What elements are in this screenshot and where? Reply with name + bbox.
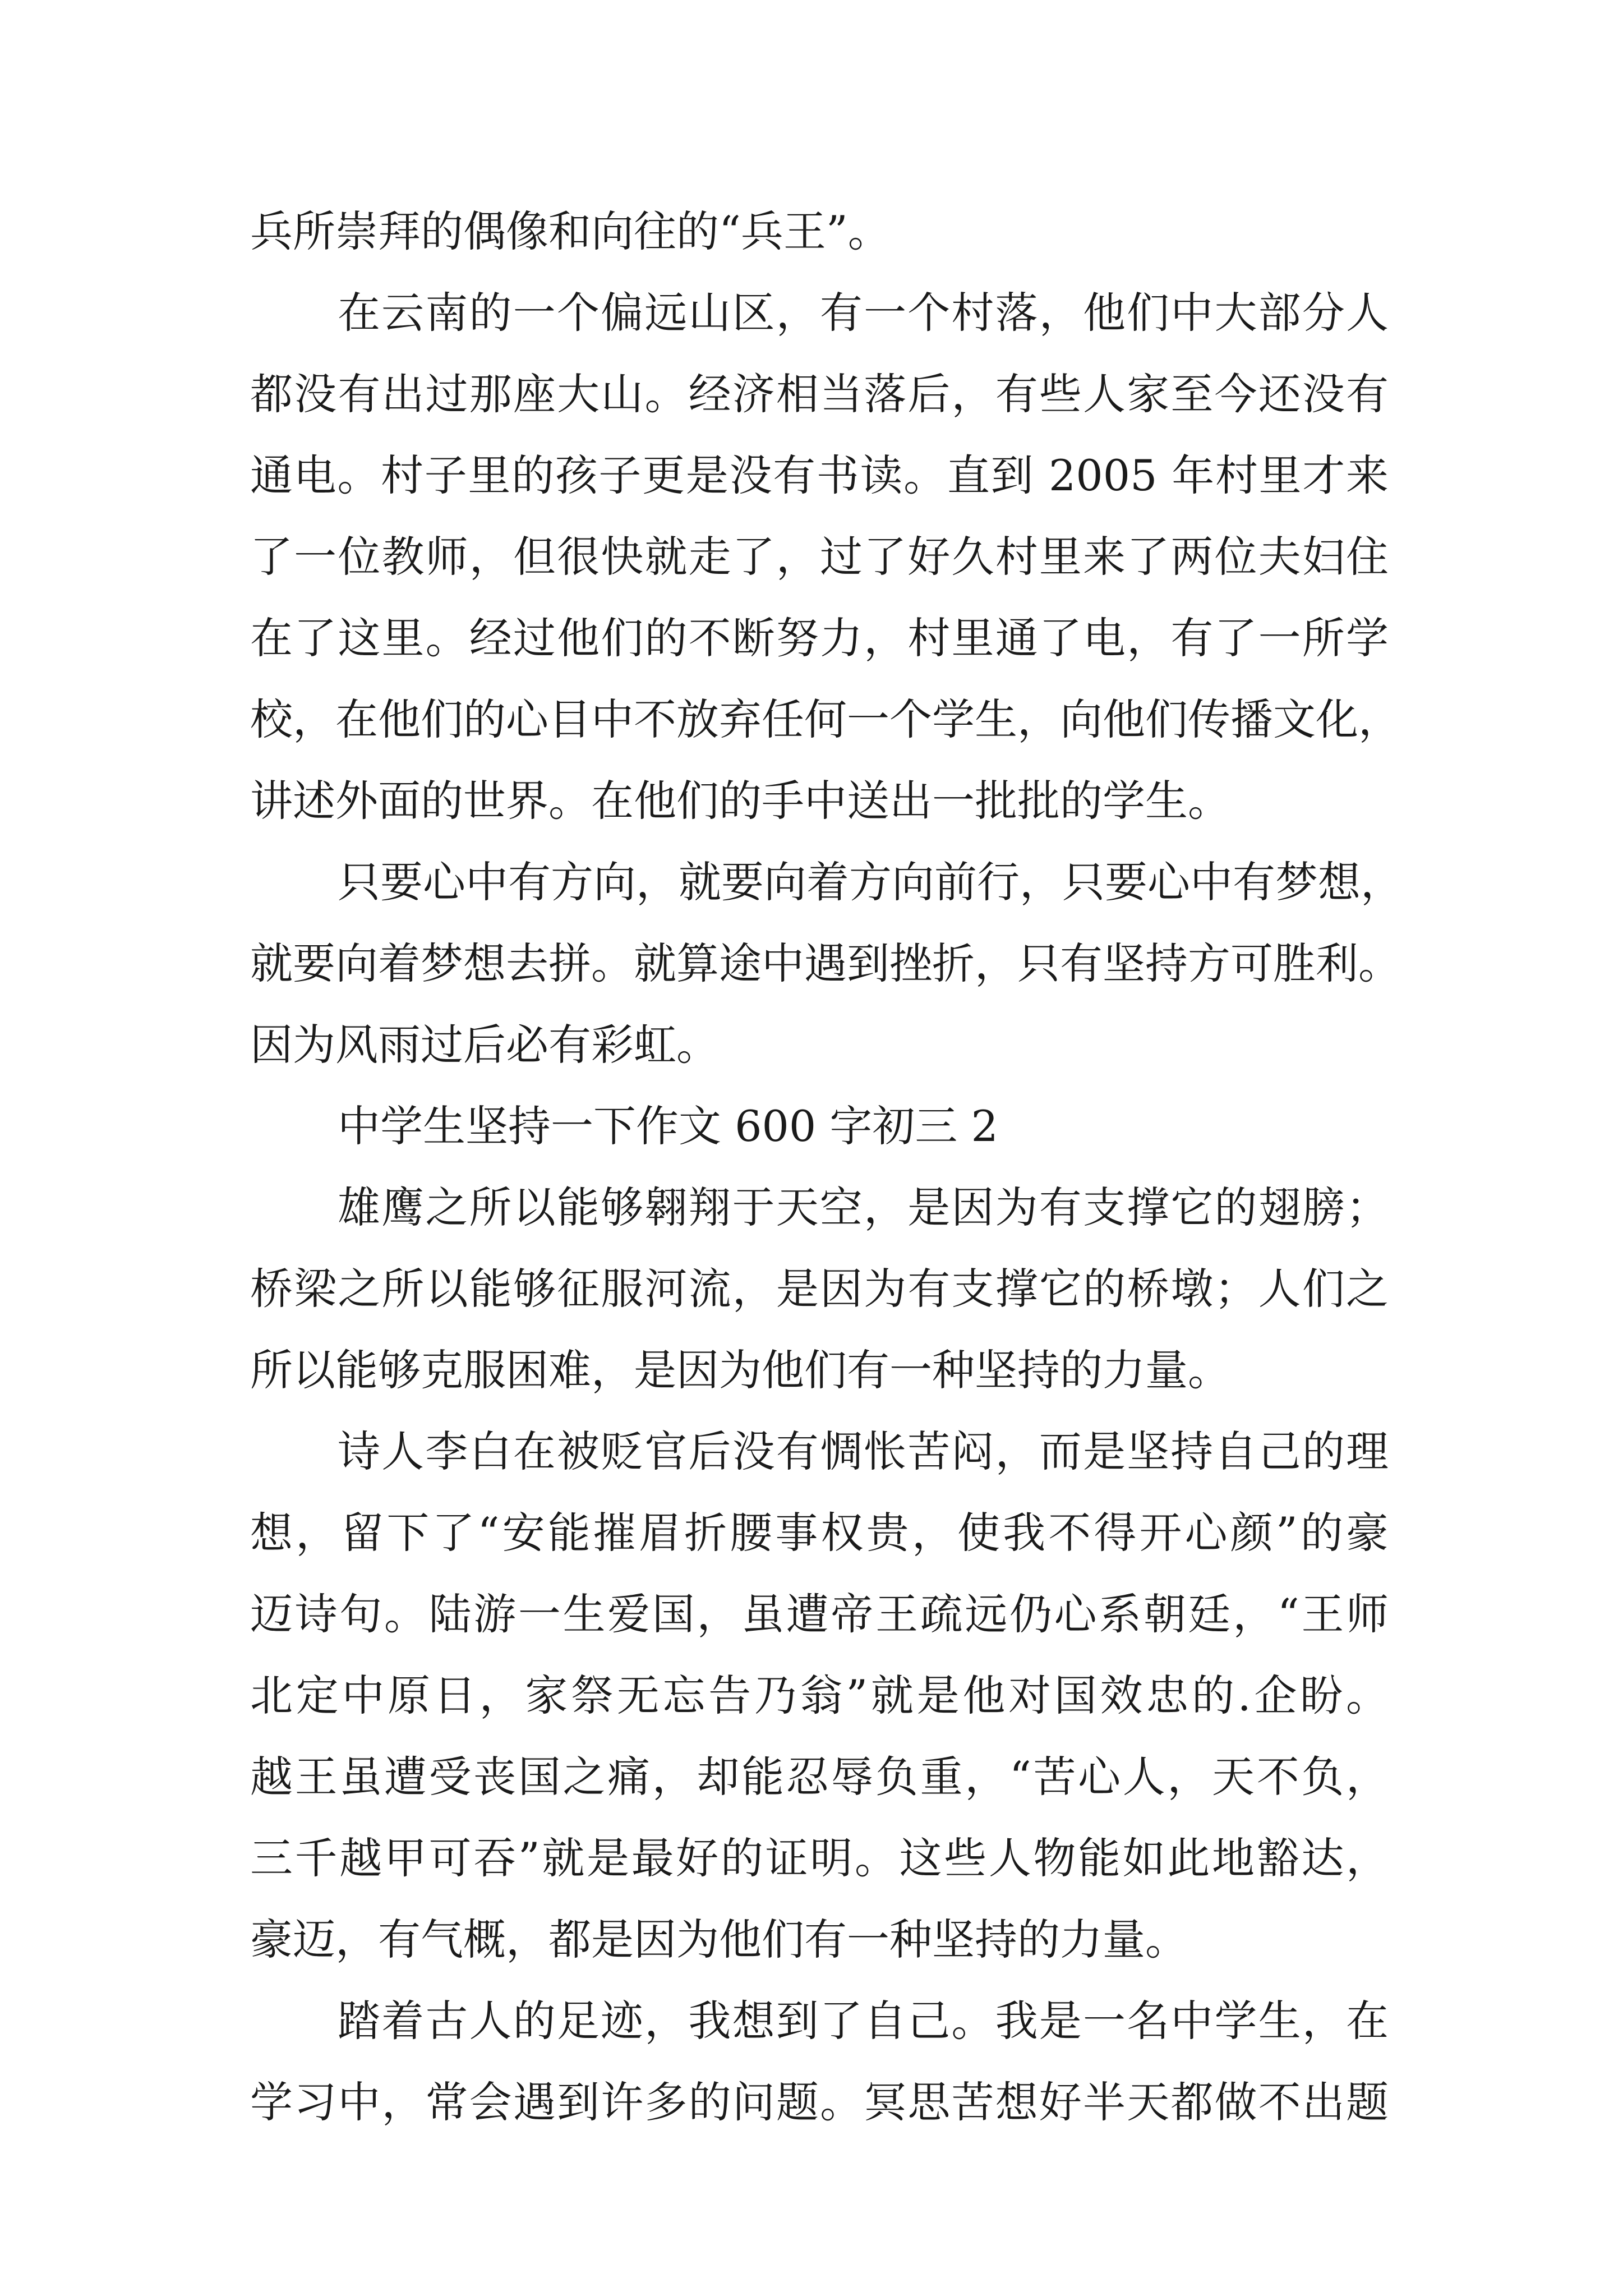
paragraph-line: 在云南的一个偏远山区，有一个村落，他们中大部分人 xyxy=(338,288,1389,338)
paragraph-line: 豪迈，有气概，都是因为他们有一种坚持的力量。 xyxy=(250,1915,1188,1964)
section-heading: 中学生坚持一下作文 600 字初三 2 xyxy=(338,1101,998,1151)
paragraph-line: 学习中，常会遇到许多的问题。冥思苦想好半天都做不出题 xyxy=(250,2077,1389,2127)
paragraph-line: 在了这里。经过他们的不断努力，村里通了电，有了一所学 xyxy=(250,613,1389,663)
paragraph-line: 想，留下了“安能摧眉折腰事权贵，使我不得开心颜”的豪 xyxy=(250,1508,1389,1558)
paragraph-line: 兵所崇拜的偶像和向往的“兵王”。 xyxy=(250,206,891,256)
paragraph-line: 雄鹰之所以能够翱翔于天空，是因为有支撑它的翅膀； xyxy=(338,1182,1389,1232)
paragraph-line: 踏着古人的足迹，我想到了自己。我是一名中学生，在 xyxy=(338,1996,1389,2046)
paragraph-line: 了一位教师，但很快就走了，过了好久村里来了两位夫妇住 xyxy=(250,532,1389,582)
body-text xyxy=(250,191,1403,2143)
paragraph-line: 只要心中有方向，就要向着方向前行，只要心中有梦想， xyxy=(338,857,1403,907)
paragraph-line: 讲述外面的世界。在他们的手中送出一批批的学生。 xyxy=(250,776,1230,826)
paragraph-line: 校，在他们的心目中不放弃任何一个学生，向他们传播文化， xyxy=(250,694,1401,744)
paragraph-line: 三千越甲可吞”就是最好的证明。这些人物能如此地豁达， xyxy=(250,1833,1389,1883)
paragraph-line: 所以能够克服困难，是因为他们有一种坚持的力量。 xyxy=(250,1345,1230,1395)
paragraph-line: 就要向着梦想去拼。就算途中遇到挫折，只有坚持方可胜利。 xyxy=(250,938,1401,988)
paragraph-line: 因为风雨过后必有彩虹。 xyxy=(250,1020,719,1070)
paragraph-line: 诗人李白在被贬官后没有惆怅苦闷，而是坚持自己的理 xyxy=(338,1427,1389,1476)
paragraph-line: 越王虽遭受丧国之痛，却能忍辱负重，“苦心人，天不负， xyxy=(250,1752,1389,1802)
paragraph-line: 通电。村子里的孩子更是没有书读。直到 2005 年村里才来 xyxy=(250,450,1389,500)
paragraph-line: 桥梁之所以能够征服河流，是因为有支撑它的桥墩；人们之 xyxy=(250,1264,1389,1314)
paragraph-line: 北定中原日，家祭无忘告乃翁”就是他对国效忠的.企盼。 xyxy=(250,1671,1389,1720)
paragraph-line: 迈诗句。陆游一生爱国，虽遭帝王疏远仍心系朝廷，“王师 xyxy=(250,1589,1389,1639)
paragraph-line: 都没有出过那座大山。经济相当落后，有些人家至今还没有 xyxy=(250,369,1389,419)
